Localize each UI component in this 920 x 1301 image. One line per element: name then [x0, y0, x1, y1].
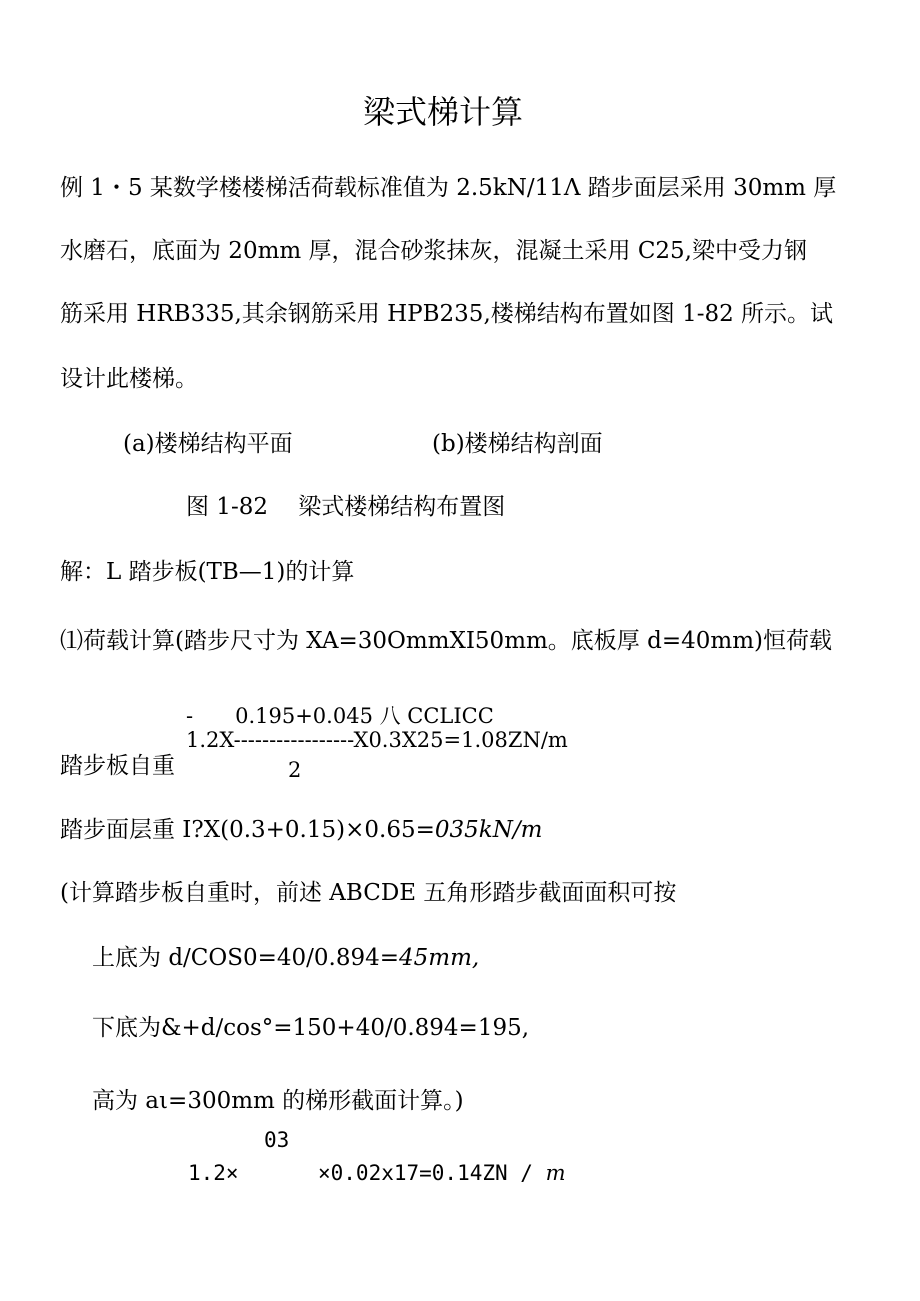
note-line-4: 高为 aι=300mm 的梯形截面计算。): [92, 1088, 464, 1114]
solution-heading: 解：L 踏步板(TB—1)的计算: [60, 559, 355, 585]
self-weight-lead: 1.2X: [186, 728, 234, 752]
self-weight-tail: -----------------X0.3X25=1.08ZN∕m: [233, 728, 568, 752]
paragraph-line-3: 筋采用 HRB335,其余钢筋采用 HPB235,楼梯结构布置如图 1-82 所示。试: [60, 301, 834, 327]
caption-b: (b)楼梯结构剖面: [432, 431, 603, 457]
note-line-2-formula: d/COS0=40/0.894=: [168, 945, 400, 971]
self-weight-numerator: - 0.195+0.045 八 CCLICC: [186, 704, 494, 728]
note-line-2-result: 45mm,: [399, 945, 480, 971]
self-weight-denominator: 2: [288, 758, 302, 782]
paragraph-line-2: 水磨石，底面为 20mm 厚，混合砂浆抹灰，混凝土采用 C25,梁中受力钢: [60, 238, 807, 264]
surface-weight-result: 035kN∕m: [434, 817, 543, 843]
plaster-unit: m: [545, 1161, 566, 1185]
self-weight-formula: [186, 725, 568, 755]
plaster-formula: [318, 1158, 566, 1188]
surface-weight-line: [60, 815, 542, 845]
paragraph-line-4: 设计此楼梯。: [60, 366, 198, 392]
figure-caption: 图 1-82 梁式楼梯结构布置图: [186, 494, 506, 520]
self-weight-label: 踏步板自重: [60, 753, 175, 779]
plaster-tail: ×0.02x17=0.14ZN /: [318, 1161, 546, 1185]
note-line-2: [92, 943, 479, 973]
plaster-numerator: 03: [264, 1128, 290, 1152]
surface-weight-text: 踏步面层重 I?X(0.3+0.15)×0.65=: [60, 817, 435, 843]
page-title: 梁式梯计算: [363, 93, 524, 131]
paragraph-line-1: 例 1・5 某数学楼楼梯活荷载标准值为 2.5kN/11Λ 踏步面层采用 30mm 厚: [60, 175, 837, 201]
plaster-lead: 1.2×: [188, 1161, 239, 1185]
note-line-2-prefix: 上底为: [92, 945, 169, 971]
load-calc-line: ⑴荷载计算(踏步尺寸为 XA=30OmmXI50mm。底板厚 d=40mm)恒荷载: [60, 628, 832, 654]
note-line-1: (计算踏步板自重时，前述 ABCDE 五角形踏步截面面积可按: [60, 880, 677, 906]
note-line-3: 下底为&+d∕cos°=150+40/0.894=195,: [92, 1015, 530, 1041]
caption-a: (a)楼梯结构平面: [123, 431, 293, 457]
